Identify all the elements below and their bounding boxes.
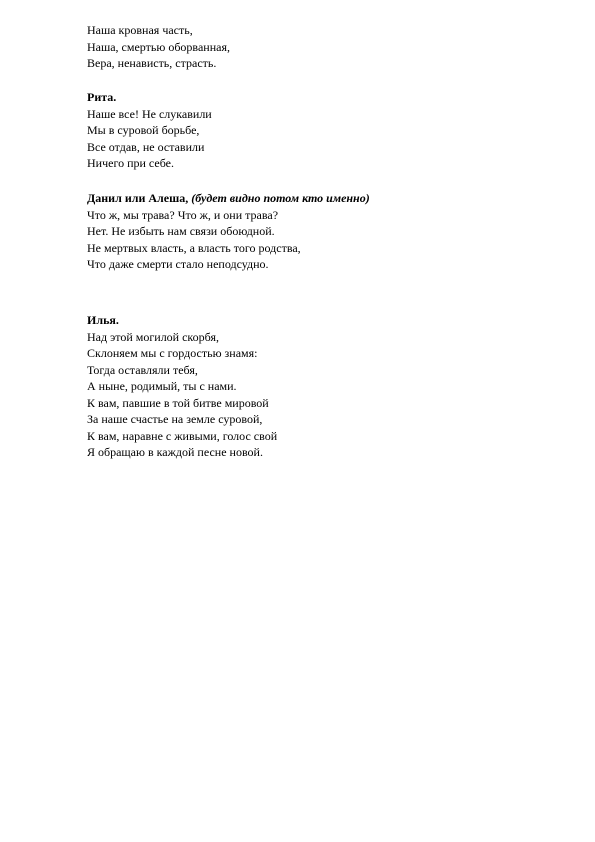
speaker-name: Данил или Алеша,	[87, 191, 189, 205]
verse-line: А ныне, родимый, ты с нами.	[87, 379, 237, 393]
verse-line: К вам, наравне с живыми, голос свой	[87, 428, 278, 443]
verse-line: Наше все! Не слукавили	[87, 106, 212, 121]
verse-line: Я обращаю в каждой песне новой.	[87, 445, 263, 459]
verse-line: Наша, смертью оборванная,	[87, 39, 230, 54]
verse-line: Нет. Не избыть нам связи обоюдной.	[87, 224, 275, 238]
verse-line: Тогда оставляли тебя,	[87, 362, 198, 377]
speaker-name: Рита.	[87, 90, 117, 104]
verse-line: К вам, павшие в той битве мировой	[87, 395, 269, 410]
verse-line: Ничего при себе.	[87, 156, 174, 170]
stanza-4	[87, 312, 527, 461]
verse-line: Что ж, мы трава? Что ж, и они трава?	[87, 207, 279, 222]
stanza-1	[87, 22, 527, 72]
stanza-2	[87, 89, 527, 172]
verse-line: Все отдав, не оставили	[87, 139, 205, 154]
verse-line: Вера, ненависть, страсть.	[87, 56, 217, 70]
verse-line: Что даже смерти стало неподсудно.	[87, 257, 269, 271]
verse-line: Склоняем мы с гордостью знамя:	[87, 346, 258, 360]
verse-line: Мы в суровой борьбе,	[87, 123, 200, 137]
verse-line: Над этой могилой скорбя,	[87, 329, 219, 344]
verse-line: Не мертвых власть, а власть того родства,	[87, 240, 301, 255]
speaker-line	[87, 190, 527, 207]
stage-note: (будет видно потом кто именно)	[191, 191, 370, 205]
speaker-name: Илья.	[87, 313, 119, 327]
verse-line: За наше счастье на земле суровой,	[87, 412, 263, 426]
stanza-3	[87, 190, 527, 273]
verse-line: Наша кровная часть,	[87, 23, 193, 37]
